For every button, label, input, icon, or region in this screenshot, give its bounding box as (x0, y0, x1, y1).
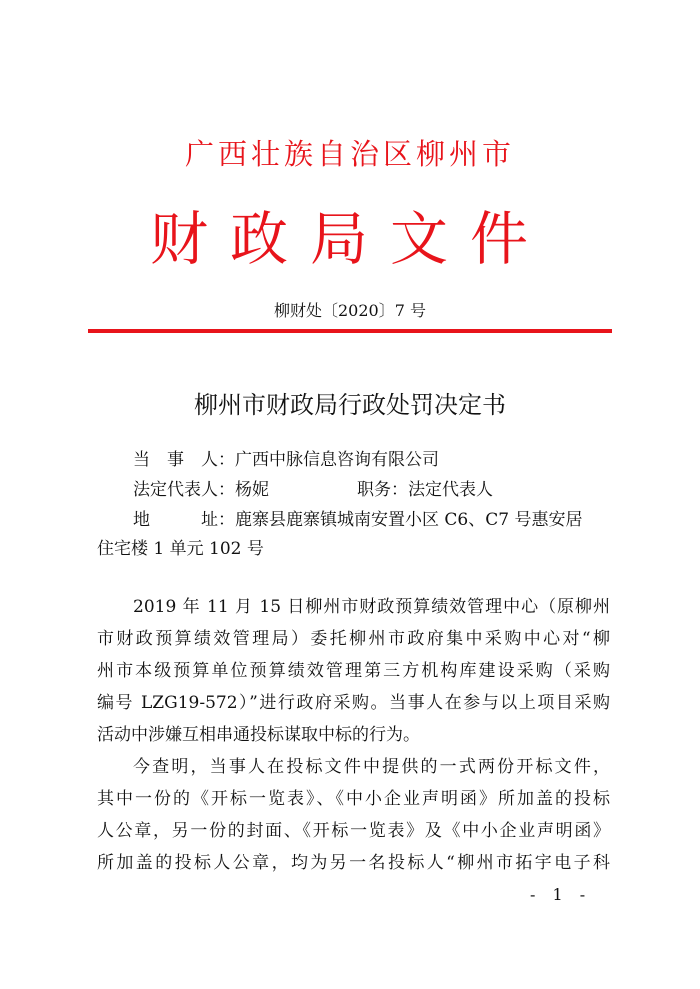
paragraph-line: 州市本级预算单位预算绩效管理第三方机构库建设采购（采购 (97, 661, 610, 681)
paragraph-line: 编号 LZG19-572）”进行政府采购。当事人在参与以上项目采购 (97, 693, 610, 713)
paragraph-line: 2019 年 11 月 15 日柳州市财政预算绩效管理中心（原柳州 (133, 597, 610, 617)
party-label: 当 事 人： (133, 450, 235, 470)
address-value: 鹿寨县鹿寨镇城南安置小区 C6、C7 号惠安居 (235, 510, 583, 530)
document-type-heading: 财政局文件 (149, 205, 550, 273)
paragraph-line: 人公章，另一份的封面、《开标一览表》及《中小企业声明函》 (97, 821, 610, 841)
rep-value: 杨妮 (235, 480, 269, 500)
address-row (133, 509, 582, 531)
party-row (133, 449, 439, 471)
position-value: 法定代表人 (408, 480, 493, 500)
party-value: 广西中脉信息咨询有限公司 (235, 450, 439, 470)
paragraph-line: 其中一份的《开标一览表》、《中小企业声明函》所加盖的投标 (97, 789, 610, 809)
document-title: 柳州市财政局行政处罚决定书 (194, 391, 506, 419)
document-number: 柳财处〔2020〕7 号 (274, 301, 426, 320)
paragraph-line: 市财政预算绩效管理局）委托柳州市政府集中采购中心对“柳 (97, 629, 610, 649)
paragraph-line: 今查明，当事人在投标文件中提供的一式两份开标文件， (133, 757, 610, 777)
issuing-organization: 广西壮族自治区柳州市 (184, 137, 515, 171)
representative-row (133, 479, 269, 501)
address-continuation: 住宅楼 1 单元 102 号 (97, 539, 264, 559)
position-row (357, 479, 493, 501)
position-label: 职务： (357, 480, 408, 500)
rep-label: 法定代表人： (133, 480, 235, 500)
paragraph-line: 所加盖的投标人公章，均为另一名投标人“柳州市拓宇电子科 (97, 853, 610, 873)
red-divider (88, 329, 612, 333)
page-number: - 1 - (530, 885, 592, 904)
paragraph-line: 活动中涉嫌互相串通投标谋取中标的行为。 (97, 725, 420, 745)
address-label: 地 址： (133, 510, 235, 530)
